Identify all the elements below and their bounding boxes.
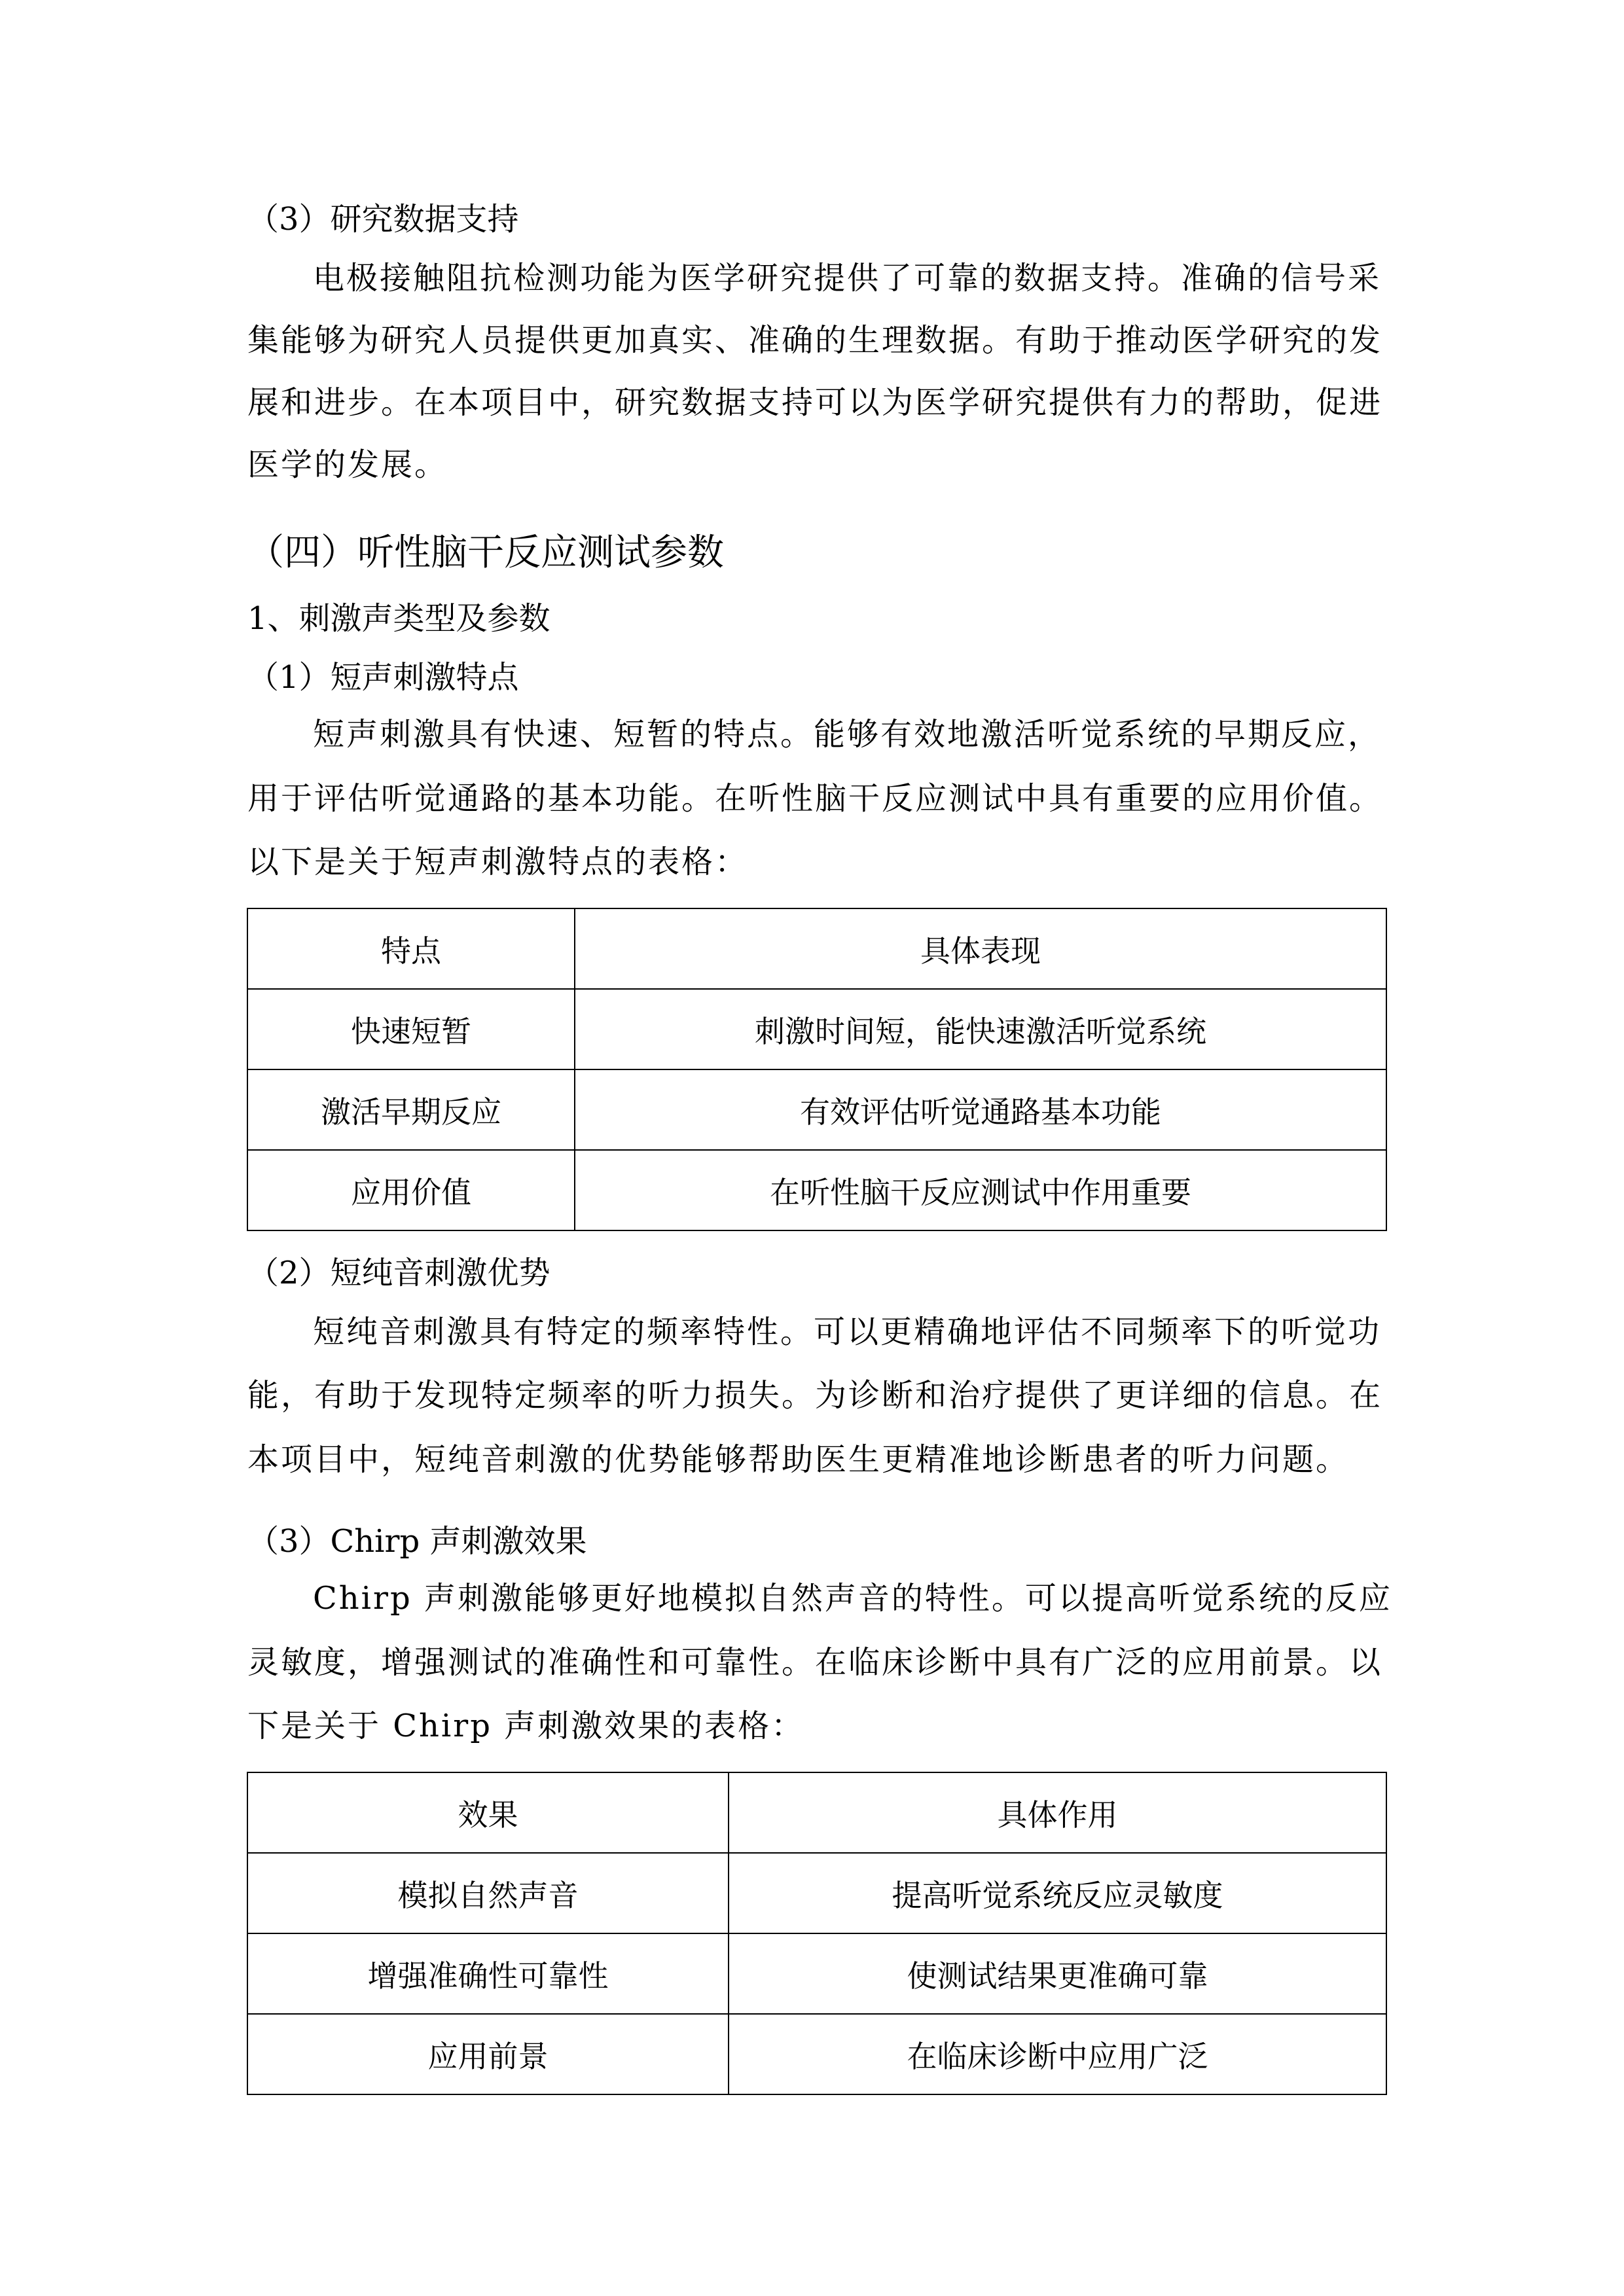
- table-cell: 激活早期反应: [247, 1069, 575, 1150]
- table-header-cell: 具体表现: [575, 908, 1386, 989]
- para3-line-1: 短纯音刺激具有特定的频率特性。可以更精确地评估不同频率下的听觉功: [313, 1314, 1382, 1350]
- table-cell: 应用价值: [247, 1150, 575, 1230]
- para4-line-3: 下是关于 Chirp 声刺激效果的表格：: [247, 1708, 805, 1744]
- table-cell: 模拟自然声音: [247, 1853, 729, 1933]
- table-chirp-sound: [247, 1772, 1387, 2095]
- table-header-row: [247, 908, 1386, 989]
- item2-title: （2）短纯音刺激优势: [247, 1255, 550, 1291]
- para2-line-3: 以下是关于短声刺激特点的表格：: [247, 844, 749, 880]
- table-row: [247, 1150, 1386, 1230]
- sec3-heading: （3）研究数据支持: [247, 201, 519, 238]
- table-cell: 使测试结果更准确可靠: [729, 1933, 1386, 2014]
- table-short-sound: [247, 908, 1387, 1231]
- para1-line-3: 展和进步。在本项目中，研究数据支持可以为医学研究提供有力的帮助，促进: [247, 384, 1383, 421]
- item3-title: （3）Chirp 声刺激效果: [247, 1523, 587, 1560]
- table-cell: 刺激时间短，能快速激活听觉系统: [575, 989, 1386, 1069]
- table-cell: 快速短暂: [247, 989, 575, 1069]
- table-cell: 应用前景: [247, 2014, 729, 2094]
- table-cell: 提高听觉系统反应灵敏度: [729, 1853, 1386, 1933]
- para2-line-1: 短声刺激具有快速、短暂的特点。能够有效地激活听觉系统的早期反应，: [313, 716, 1382, 753]
- item1-title: （1）短声刺激特点: [247, 659, 519, 696]
- table-cell: 在临床诊断中应用广泛: [729, 2014, 1386, 2094]
- sub1-title: 1、刺激声类型及参数: [247, 600, 550, 637]
- table-row: [247, 1853, 1386, 1933]
- table-cell: 在听性脑干反应测试中作用重要: [575, 1150, 1386, 1230]
- para1-line-1: 电极接触阻抗检测功能为医学研究提供了可靠的数据支持。准确的信号采: [313, 260, 1382, 296]
- table-row: [247, 1069, 1386, 1150]
- table-cell: 有效评估听觉通路基本功能: [575, 1069, 1386, 1150]
- table-row: [247, 989, 1386, 1069]
- table-row: [247, 2014, 1386, 2094]
- table-header-cell: 具体作用: [729, 1772, 1386, 1853]
- para3-line-3: 本项目中，短纯音刺激的优势能够帮助医生更精准地诊断患者的听力问题。: [247, 1441, 1350, 1478]
- para4-line-1: Chirp 声刺激能够更好地模拟自然声音的特性。可以提高听觉系统的反应: [313, 1580, 1392, 1617]
- table-header-row: [247, 1772, 1386, 1853]
- para2-line-2: 用于评估听觉通路的基本功能。在听性脑干反应测试中具有重要的应用价值。: [247, 780, 1383, 817]
- table-cell: 增强准确性可靠性: [247, 1933, 729, 2014]
- para4-line-2: 灵敏度，增强测试的准确性和可靠性。在临床诊断中具有广泛的应用前景。以: [247, 1644, 1383, 1681]
- para3-line-2: 能，有助于发现特定频率的听力损失。为诊断和治疗提供了更详细的信息。在: [247, 1377, 1383, 1414]
- table-header-cell: 效果: [247, 1772, 729, 1853]
- section4-title: （四）听性脑干反应测试参数: [247, 531, 724, 574]
- para1-line-4: 医学的发展。: [247, 446, 448, 483]
- table-row: [247, 1933, 1386, 2014]
- table-header-cell: 特点: [247, 908, 575, 989]
- para1-line-2: 集能够为研究人员提供更加真实、准确的生理数据。有助于推动医学研究的发: [247, 322, 1383, 359]
